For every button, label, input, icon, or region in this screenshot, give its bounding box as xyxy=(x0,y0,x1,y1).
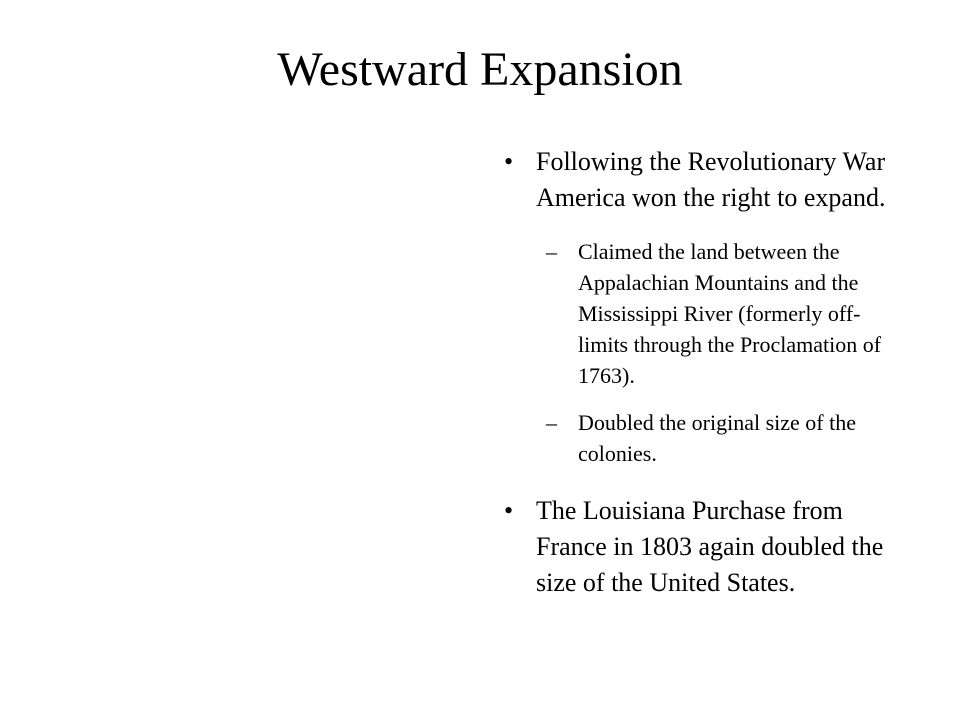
bullet-text: Following the Revolutionary War America won the right to expand. xyxy=(536,147,886,212)
bullet-item xyxy=(500,144,910,216)
dash-icon: – xyxy=(546,239,557,264)
sub-list xyxy=(500,236,910,469)
bullet-icon: • xyxy=(504,147,514,176)
sub-bullet-item xyxy=(500,407,910,469)
slide-title: Westward Expansion xyxy=(277,43,683,96)
slide-content xyxy=(500,144,910,601)
sub-bullet-item xyxy=(500,236,910,391)
bullet-item xyxy=(500,493,910,601)
sub-bullet-text: Claimed the land between the Appalachian Mountains and the Mississippi River (formerly off-limits through the Proclamation of 1763). xyxy=(578,239,882,388)
sub-bullet-text: Doubled the original size of the colonies. xyxy=(578,410,856,466)
dash-icon: – xyxy=(546,410,557,435)
bullet-icon: • xyxy=(504,496,514,525)
bullet-text: The Louisiana Purchase from France in 1803 again doubled the size of the United States. xyxy=(536,496,884,597)
